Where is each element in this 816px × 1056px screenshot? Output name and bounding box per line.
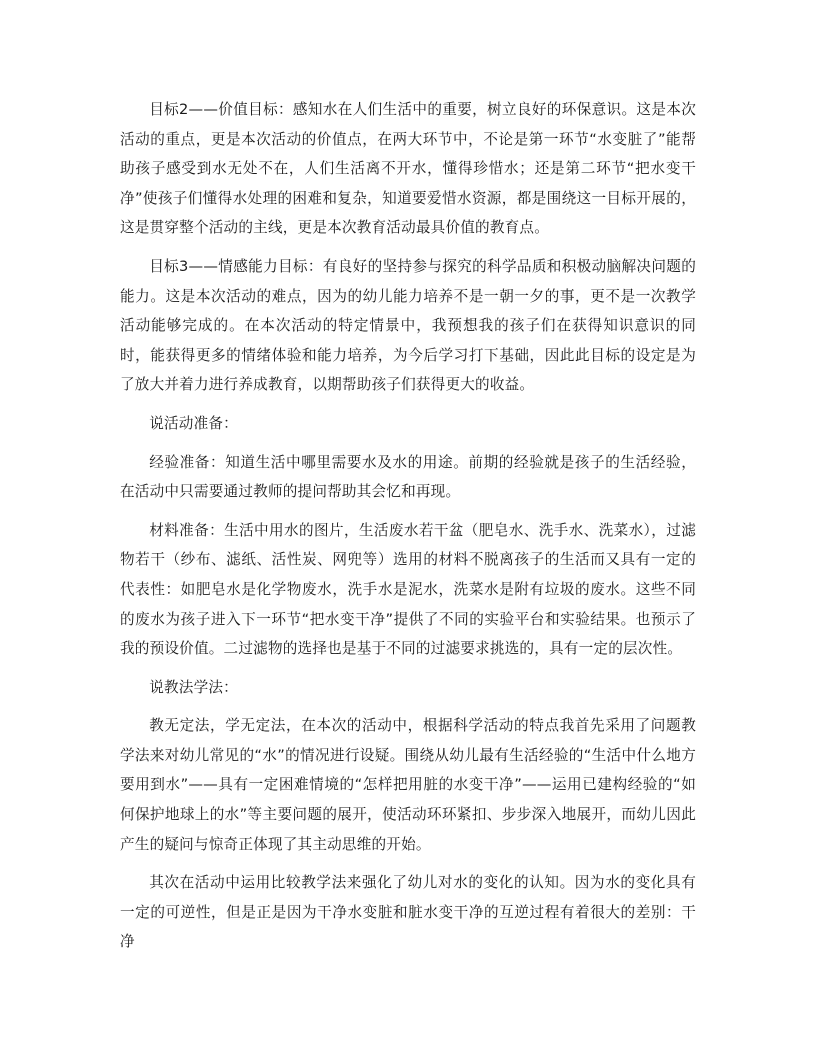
paragraph-goal-2: 目标2——价值目标：感知水在人们生活中的重要，树立良好的环保意识。这是本次活动的重点，更是本次活动的价值点，在两大环节中，不论是第一环节“水变脏了”能帮助孩子感受到水无处不在，人们生活离不开水，懂得珍惜水；还是第二环节“把水变干净”使孩子们懂得水处理的困难和复杂，知道要爱惜水资源，都是围绕这一目标开展的，这是贯穿整个活动的主线，更是本次教育活动最具价值的教育点。 bbox=[120, 101, 696, 237]
heading-teaching-methods: 说教法学法： bbox=[149, 678, 238, 696]
paragraph-teaching-method-2: 其次在活动中运用比较教学法来强化了幼儿对水的变化的认知。因为水的变化具有一定的可逆性，但是正是因为干净水变脏和脏水变干净的互逆过程有着很大的差别：干净 bbox=[120, 874, 696, 951]
paragraph-teaching-method-1: 教无定法，学无定法，在本次的活动中，根据科学活动的特点我首先采用了问题教学法来对幼儿常见的“水”的情况进行设疑。围绕从幼儿最有生活经验的“生活中什么地方要用到水”——具有一定困难情境的“怎样把用脏的水变干净”——运用已建构经验的“如何保护地球上的水”等主要问题的展开，使活动环环紧扣、步步深入地展开，而幼儿因此产生的疑问与惊奇正体现了其主动思维的开始。 bbox=[120, 717, 696, 853]
paragraph-goal-3: 目标3——情感能力目标：有良好的坚持参与探究的科学品质和积极动脑解决问题的能力。这是本次活动的难点，因为的幼儿能力培养不是一朝一夕的事，更不是一次教学活动能够完成的。在本次活动的特定情景中，我预想我的孩子们在获得知识意识的同时，能获得更多的情绪体验和能力培养，为今后学习打下基础，因此此目标的设定是为了放大并着力进行养成教育，以期帮助孩子们获得更大的收益。 bbox=[120, 257, 696, 394]
paragraph-material-preparation: 材料准备：生活中用水的图片，生活废水若干盆（肥皂水、洗手水、洗菜水），过滤物若干（纱布、滤纸、活性炭、网兜等）选用的材料不脱离孩子的生活而又具有一定的代表性：如肥皂水是化学物废水，洗手水是泥水，洗菜水是附有垃圾的废水。这些不同的废水为孩子进入下一环节“把水变干净”提供了不同的实验平台和实验结果。也预示了我的预设价值。二过滤物的选择也是基于不同的过滤要求挑选的，具有一定的层次性。 bbox=[120, 521, 696, 658]
document-body bbox=[120, 95, 696, 957]
paragraph-experience-preparation: 经验准备：知道生活中哪里需要水及水的用途。前期的经验就是孩子的生活经验，在活动中只需要通过教师的提问帮助其会忆和再现。 bbox=[120, 453, 696, 501]
heading-activity-preparation: 说活动准备： bbox=[149, 414, 238, 432]
